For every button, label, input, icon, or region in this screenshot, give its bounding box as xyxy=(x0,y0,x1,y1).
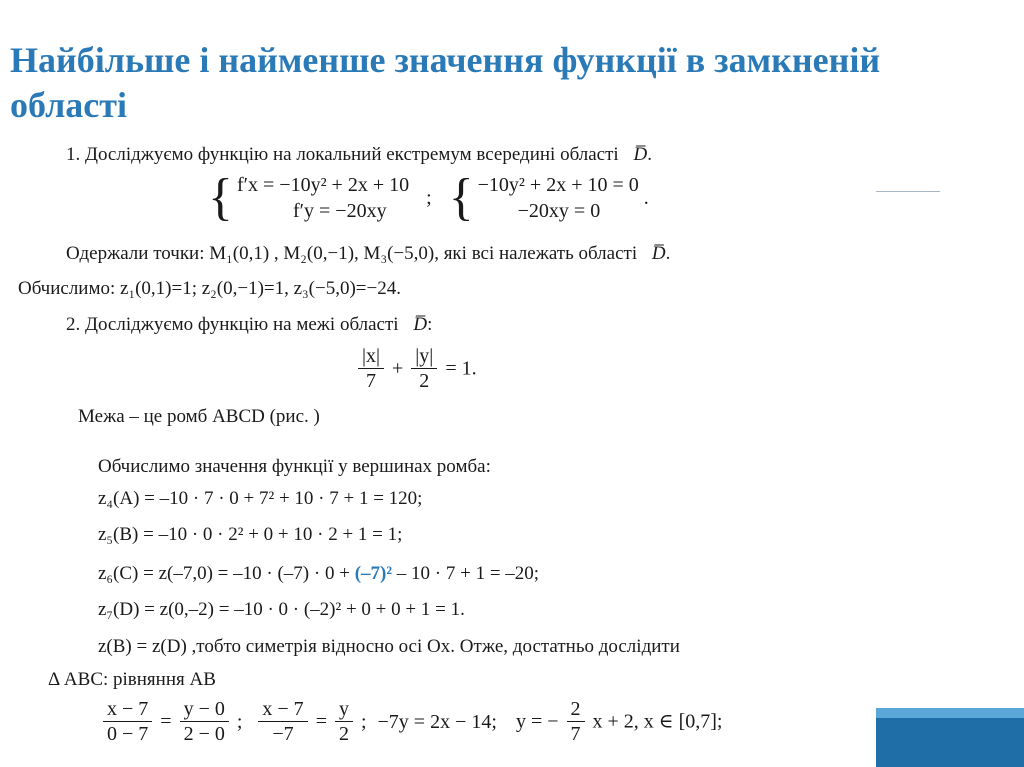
fraction-x-num: |x| xyxy=(358,344,384,369)
compute1-line: Обчислимо: z₁(0,1)=1; z₂(0,−1)=1, z₃(−5,0)=−24. xyxy=(18,278,401,299)
boundary-equation xyxy=(355,344,477,393)
z6-post: – 10 · 7 + 1 = –20; xyxy=(396,563,540,584)
plus-sign: + xyxy=(392,357,404,380)
system-left-line1: f′x = −10y² + 2x + 10 xyxy=(236,174,410,196)
system-right xyxy=(448,169,639,226)
step2-line xyxy=(66,313,432,337)
ab-frac-5 xyxy=(567,697,585,746)
ab-frac-2-num: y − 0 xyxy=(180,697,229,722)
ab-frac-3 xyxy=(258,697,307,746)
points-text: Одержали точки: M₁(0,1) , M₂(0,−1), M₃(−5,0), які всі належать області xyxy=(66,243,638,264)
ab-frac-5-den: 7 xyxy=(570,723,581,745)
triangle-line: Δ ABC: рівняння AB xyxy=(48,669,216,690)
ab-sep-1: ; xyxy=(236,710,243,733)
line-ab-equation xyxy=(100,697,722,746)
ab-frac-3-num: x − 7 xyxy=(258,697,307,722)
z6-highlight: (–7)² xyxy=(354,563,393,584)
ab-frac-1-num: x − 7 xyxy=(103,697,152,722)
vertex-intro: Обчислимо значення функції у вершинах ромба: xyxy=(98,456,491,477)
z4-line: z₄(A) = –10 · 7 · 0 + 7² + 10 · 7 + 1 = 120; xyxy=(98,488,423,509)
ab-tail: x + 2, x ∈ [0,7]; xyxy=(592,710,723,733)
z7-line: z₇(D) = z(0,–2) = –10 · 0 · (–2)² + 0 + 0 + 1 = 1. xyxy=(98,599,465,620)
ab-eq-2: = xyxy=(315,710,327,733)
system-left xyxy=(208,169,410,226)
ab-mid: −7y = 2x − 14; xyxy=(377,710,497,733)
z6-line xyxy=(98,562,539,586)
ab-frac-4 xyxy=(335,697,353,746)
left-brace-icon: { xyxy=(448,169,474,226)
fraction-x xyxy=(358,344,384,393)
boundary-rhs: = 1. xyxy=(445,357,477,380)
system-end: . xyxy=(643,187,649,209)
system-right-line2: −20xy = 0 xyxy=(517,200,601,222)
step2-text: 2. Досліджуємо функцію на межі області xyxy=(66,314,399,335)
ab-eq-1: = xyxy=(160,710,172,733)
ab-frac-2 xyxy=(180,697,229,746)
ab-frac-1-den: 0 − 7 xyxy=(107,723,149,745)
rhomb-line: Межа – це ромб ABCD (рис. ) xyxy=(78,406,320,427)
slide-title: Найбільше і найменше значення функції в замкненій області xyxy=(10,40,881,125)
system-left-line2: f′y = −20xy xyxy=(292,200,387,222)
ab-ypart: y = − xyxy=(515,710,559,733)
ab-frac-4-den: 2 xyxy=(338,723,349,745)
fraction-x-den: 7 xyxy=(366,370,376,392)
step1-region: D̅ xyxy=(633,144,648,165)
z5-line: z₅(B) = –10 · 0 · 2² + 0 + 10 · 2 + 1 = 1; xyxy=(98,524,403,545)
ab-frac-4-num: y xyxy=(335,697,353,722)
ab-frac-1 xyxy=(103,697,152,746)
ab-frac-5-num: 2 xyxy=(567,697,585,722)
fraction-y xyxy=(411,344,437,393)
ab-frac-3-den: −7 xyxy=(272,723,294,745)
points-line xyxy=(66,242,670,266)
system-right-line1: −10y² + 2x + 10 = 0 xyxy=(477,174,639,196)
decorative-divider xyxy=(876,191,940,192)
decorative-corner-band xyxy=(876,708,1024,718)
fraction-y-num: |y| xyxy=(411,344,437,369)
symmetry-line: z(B) = z(D) ,тобто симетрія відносно осі Ox. Отже, достатньо дослідити xyxy=(98,636,680,657)
points-end: . xyxy=(665,243,671,264)
step1-end: . xyxy=(647,144,652,165)
ab-frac-2-den: 2 − 0 xyxy=(183,723,225,745)
system-equations xyxy=(208,169,649,226)
fraction-y-den: 2 xyxy=(419,370,430,392)
step1-line xyxy=(66,143,652,167)
points-region: D̅ xyxy=(651,243,666,264)
ab-sep-2: ; xyxy=(360,710,367,733)
step1-text: 1. Досліджуємо функцію на локальний екстремум всередині області xyxy=(66,144,619,165)
z6-pre: z₆(C) = z(–7,0) = –10 · (–7) · 0 + xyxy=(98,563,350,584)
system-separator: ; xyxy=(426,187,432,209)
left-brace-icon: { xyxy=(208,169,233,226)
step2-region: D̅ xyxy=(413,314,428,335)
step2-end: : xyxy=(427,314,433,335)
